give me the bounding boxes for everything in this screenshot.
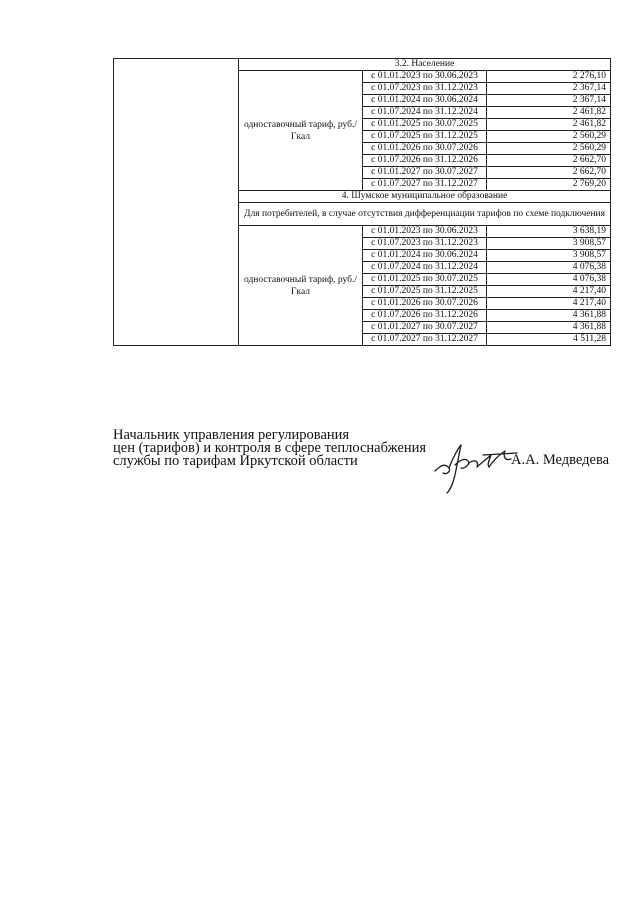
tariff-value-cell: 3 638,19 (487, 226, 611, 238)
tariff-value-cell: 2 367,14 (487, 83, 611, 95)
period-cell: с 01.01.2024 по 30.06.2024 (363, 95, 487, 107)
handwritten-signature (431, 435, 521, 495)
period-cell: с 01.07.2023 по 31.12.2023 (363, 238, 487, 250)
period-cell: с 01.01.2024 по 30.06.2024 (363, 250, 487, 262)
section-note: Для потребителей, в случае отсутствия дифференциации тарифов по схеме подключения (239, 203, 611, 226)
tariff-value-cell: 2 560,29 (487, 131, 611, 143)
period-cell: с 01.07.2023 по 31.12.2023 (363, 83, 487, 95)
section-title: 4. Шумское муниципальное образование (239, 191, 611, 203)
tariff-value-cell: 2 560,29 (487, 143, 611, 155)
signature-block (113, 427, 613, 497)
period-cell: с 01.07.2024 по 31.12.2024 (363, 107, 487, 119)
tariff-table-body (114, 59, 611, 346)
tariff-value-cell: 4 511,28 (487, 334, 611, 346)
signatory-position-line-1: Начальник управления регулирования (113, 427, 350, 443)
period-cell: с 01.01.2025 по 30.07.2025 (363, 119, 487, 131)
tariff-value-cell: 2 769,20 (487, 179, 611, 191)
period-cell: с 01.07.2026 по 31.12.2026 (363, 310, 487, 322)
period-cell: с 01.07.2024 по 31.12.2024 (363, 262, 487, 274)
tariff-value-cell: 2 367,14 (487, 95, 611, 107)
tariff-value-cell: 2 276,10 (487, 71, 611, 83)
tariff-type-label: одноставочный тариф, руб./Гкал (239, 71, 363, 191)
tariff-value-cell: 3 908,57 (487, 238, 611, 250)
signatory-position-line-3: службы по тарифам Иркутской области (113, 453, 358, 469)
tariff-value-cell: 3 908,57 (487, 250, 611, 262)
period-cell: с 01.01.2023 по 30.06.2023 (363, 226, 487, 238)
tariff-value-cell: 4 361,88 (487, 322, 611, 334)
period-cell: с 01.01.2023 по 30.06.2023 (363, 71, 487, 83)
period-cell: с 01.07.2025 по 31.12.2025 (363, 286, 487, 298)
period-cell: с 01.07.2025 по 31.12.2025 (363, 131, 487, 143)
period-cell: с 01.01.2026 по 30.07.2026 (363, 143, 487, 155)
section-title: 3.2. Население (239, 59, 611, 71)
period-cell: с 01.01.2026 по 30.07.2026 (363, 298, 487, 310)
signatory-name: А.А. Медведева (511, 452, 610, 468)
period-cell: с 01.07.2027 по 31.12.2027 (363, 179, 487, 191)
period-cell: с 01.01.2027 по 30.07.2027 (363, 167, 487, 179)
signatory-position-line-2: цен (тарифов) и контроля в сфере теплоснабжения (113, 440, 427, 456)
period-cell: с 01.01.2025 по 30.07.2025 (363, 274, 487, 286)
tariff-value-cell: 4 076,38 (487, 262, 611, 274)
tariff-value-cell: 4 076,38 (487, 274, 611, 286)
tariff-table (113, 58, 611, 346)
tariff-value-cell: 4 361,88 (487, 310, 611, 322)
period-cell: с 01.01.2027 по 30.07.2027 (363, 322, 487, 334)
section-title-row (114, 59, 611, 71)
blank-left-column (114, 59, 239, 346)
tariff-value-cell: 2 461,82 (487, 107, 611, 119)
period-cell: с 01.07.2027 по 31.12.2027 (363, 334, 487, 346)
tariff-value-cell: 2 662,70 (487, 155, 611, 167)
tariff-value-cell: 4 217,40 (487, 298, 611, 310)
tariff-type-label: одноставочный тариф, руб./Гкал (239, 226, 363, 346)
tariff-value-cell: 4 217,40 (487, 286, 611, 298)
period-cell: с 01.07.2026 по 31.12.2026 (363, 155, 487, 167)
tariff-value-cell: 2 662,70 (487, 167, 611, 179)
tariff-value-cell: 2 461,82 (487, 119, 611, 131)
